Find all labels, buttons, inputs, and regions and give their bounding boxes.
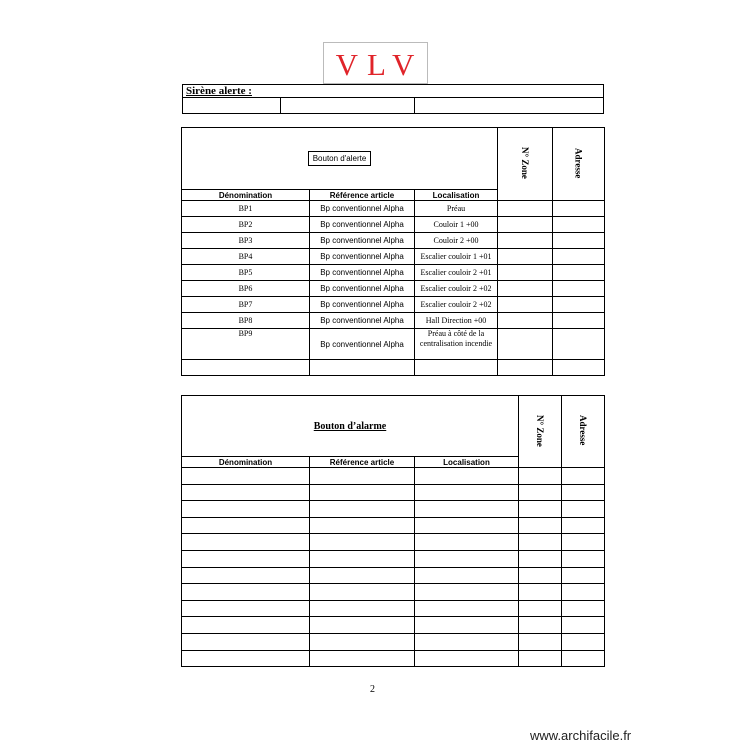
empty-cell [562, 567, 605, 584]
empty-cell [310, 617, 415, 634]
empty-cell [498, 360, 553, 376]
empty-row [182, 360, 605, 376]
empty-cell [310, 550, 415, 567]
table-row [182, 249, 605, 265]
siren-title: Sirène alerte : [182, 84, 604, 98]
empty-cell [415, 484, 519, 501]
localisation-cell: Escalier couloir 2 +01 [415, 265, 498, 281]
empty-row [182, 468, 605, 485]
empty-cell [562, 584, 605, 601]
table2-title: Bouton d’alarme [313, 420, 387, 432]
address-cell [553, 281, 605, 297]
localisation-cell: Préau à côté de la centralisation incendie [415, 329, 498, 360]
empty-cell [182, 633, 310, 650]
table-row [182, 297, 605, 313]
address-cell [553, 265, 605, 281]
localisation-cell: Couloir 1 +00 [415, 217, 498, 233]
empty-cell [182, 517, 310, 534]
zone-header-2: N° Zone [519, 396, 562, 468]
reference-cell: Bp conventionnel Alpha [310, 281, 415, 297]
empty-cell [182, 501, 310, 518]
empty-cell [519, 600, 562, 617]
empty-row [182, 517, 605, 534]
empty-cell [182, 567, 310, 584]
zone-cell [498, 265, 553, 281]
zone-cell [498, 329, 553, 360]
alert-button-table [181, 127, 605, 376]
empty-row [182, 600, 605, 617]
table-row [182, 329, 605, 360]
empty-cell [519, 468, 562, 485]
address-cell [553, 217, 605, 233]
empty-cell [562, 468, 605, 485]
empty-cell [310, 600, 415, 617]
empty-cell [310, 484, 415, 501]
table-row [182, 281, 605, 297]
zone-cell [498, 201, 553, 217]
empty-cell [182, 550, 310, 567]
denomination-cell: BP1 [182, 201, 310, 217]
empty-cell [519, 617, 562, 634]
address-cell [553, 297, 605, 313]
address-cell [553, 313, 605, 329]
vlv-logo: VLV [323, 42, 428, 84]
empty-cell [182, 484, 310, 501]
zone-cell [498, 281, 553, 297]
empty-cell [310, 633, 415, 650]
empty-cell [519, 534, 562, 551]
table1-title: Bouton d'alerte [308, 151, 372, 166]
zone-cell [498, 313, 553, 329]
reference-cell: Bp conventionnel Alpha [310, 329, 415, 360]
denomination-cell: BP7 [182, 297, 310, 313]
empty-cell [415, 468, 519, 485]
table-row [182, 313, 605, 329]
empty-cell [310, 360, 415, 376]
empty-cell [562, 484, 605, 501]
col-reference: Référence article [310, 190, 415, 201]
page-number: 2 [370, 684, 375, 695]
empty-cell [310, 650, 415, 667]
localisation-cell: Préau [415, 201, 498, 217]
empty-cell [562, 501, 605, 518]
empty-cell [519, 633, 562, 650]
col-localisation: Localisation [415, 190, 498, 201]
empty-cell [182, 600, 310, 617]
localisation-cell: Hall Direction +00 [415, 313, 498, 329]
empty-cell [310, 584, 415, 601]
empty-cell [310, 468, 415, 485]
denomination-cell: BP3 [182, 233, 310, 249]
reference-cell: Bp conventionnel Alpha [310, 249, 415, 265]
empty-cell [182, 534, 310, 551]
denomination-cell: BP6 [182, 281, 310, 297]
empty-cell [415, 617, 519, 634]
empty-row [182, 534, 605, 551]
empty-cell [562, 517, 605, 534]
empty-cell [562, 534, 605, 551]
localisation-cell: Couloir 2 +00 [415, 233, 498, 249]
empty-cell [182, 650, 310, 667]
empty-row [182, 484, 605, 501]
reference-cell: Bp conventionnel Alpha [310, 217, 415, 233]
denomination-cell: BP9 [182, 329, 310, 360]
zone-cell [498, 217, 553, 233]
reference-cell: Bp conventionnel Alpha [310, 201, 415, 217]
denomination-cell: BP2 [182, 217, 310, 233]
empty-cell [415, 633, 519, 650]
denomination-cell: BP8 [182, 313, 310, 329]
watermark: www.archifacile.fr [530, 728, 632, 743]
empty-cell [310, 501, 415, 518]
empty-cell [519, 650, 562, 667]
empty-cell [519, 501, 562, 518]
empty-cell [553, 360, 605, 376]
alarm-button-table [181, 395, 605, 667]
zone-cell [498, 249, 553, 265]
empty-row [182, 617, 605, 634]
empty-cell [182, 468, 310, 485]
table-row [182, 201, 605, 217]
empty-cell [415, 534, 519, 551]
empty-row [182, 584, 605, 601]
empty-cell [519, 567, 562, 584]
col-localisation-2: Localisation [415, 457, 519, 468]
denomination-cell: BP5 [182, 265, 310, 281]
siren-row [182, 97, 604, 114]
address-cell [553, 233, 605, 249]
table-row [182, 217, 605, 233]
empty-cell [415, 360, 498, 376]
empty-cell [562, 550, 605, 567]
address-header: Adresse [553, 128, 605, 201]
zone-cell [498, 297, 553, 313]
table2-title-cell [182, 396, 519, 457]
empty-cell [519, 484, 562, 501]
denomination-cell: BP4 [182, 249, 310, 265]
empty-cell [415, 650, 519, 667]
empty-cell [182, 360, 310, 376]
empty-cell [519, 517, 562, 534]
empty-cell [562, 617, 605, 634]
empty-cell [310, 534, 415, 551]
empty-cell [562, 650, 605, 667]
reference-cell: Bp conventionnel Alpha [310, 297, 415, 313]
table-row [182, 233, 605, 249]
address-cell [553, 201, 605, 217]
table1-title-cell [182, 128, 498, 190]
address-cell [553, 249, 605, 265]
reference-cell: Bp conventionnel Alpha [310, 233, 415, 249]
empty-cell [182, 584, 310, 601]
col-denomination: Dénomination [182, 190, 310, 201]
col-denomination-2: Dénomination [182, 457, 310, 468]
empty-cell [310, 517, 415, 534]
address-cell [553, 329, 605, 360]
empty-row [182, 650, 605, 667]
empty-row [182, 633, 605, 650]
empty-row [182, 501, 605, 518]
col-reference-2: Référence article [310, 457, 415, 468]
empty-cell [310, 567, 415, 584]
empty-cell [415, 501, 519, 518]
empty-cell [519, 550, 562, 567]
address-header-2: Adresse [562, 396, 605, 468]
empty-cell [415, 517, 519, 534]
empty-row [182, 567, 605, 584]
reference-cell: Bp conventionnel Alpha [310, 313, 415, 329]
empty-cell [562, 633, 605, 650]
empty-cell [415, 550, 519, 567]
zone-header: N° Zone [498, 128, 553, 201]
empty-row [182, 550, 605, 567]
table-row [182, 265, 605, 281]
empty-cell [182, 617, 310, 634]
empty-cell [415, 567, 519, 584]
empty-cell [415, 584, 519, 601]
empty-cell [415, 600, 519, 617]
localisation-cell: Escalier couloir 1 +01 [415, 249, 498, 265]
localisation-cell: Escalier couloir 2 +02 [415, 281, 498, 297]
empty-cell [519, 584, 562, 601]
reference-cell: Bp conventionnel Alpha [310, 265, 415, 281]
zone-cell [498, 233, 553, 249]
localisation-cell: Escalier couloir 2 +02 [415, 297, 498, 313]
empty-cell [562, 600, 605, 617]
